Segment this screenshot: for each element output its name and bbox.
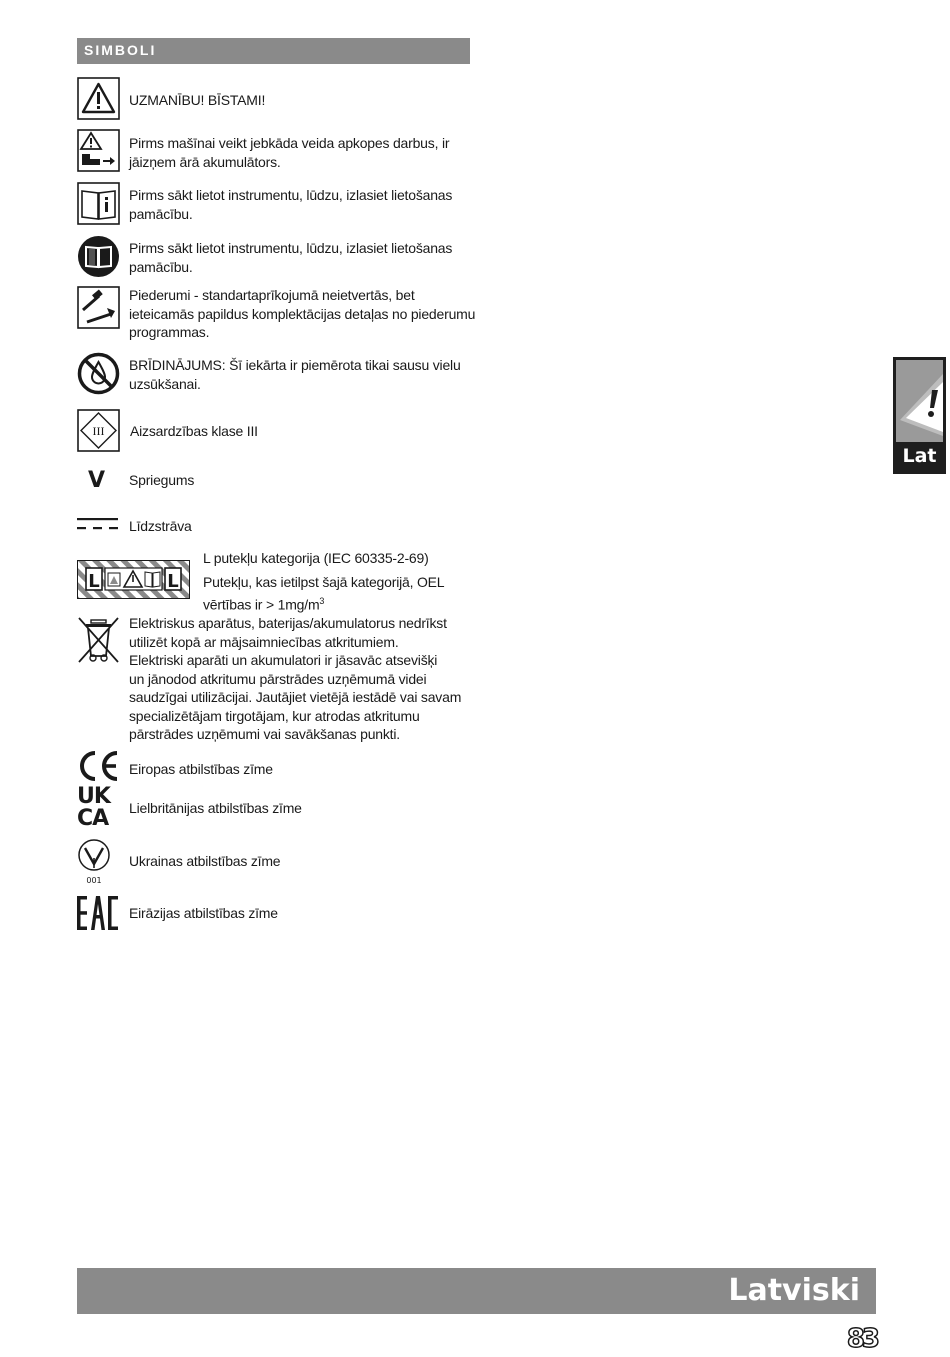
read-manual-round-icon: [77, 235, 120, 278]
symbol-text: Aizsardzības klase III: [130, 423, 258, 439]
weee-crossed-bin-icon: [77, 616, 120, 664]
warning-triangle-icon: [77, 77, 120, 120]
accessories-icon: [77, 286, 120, 329]
symbol-text: Pirms sākt lietot instrumentu, lūdzu, izlasiet lietošanas pamācību.: [129, 187, 453, 222]
no-wet-vacuum-icon: [77, 352, 120, 395]
superscript-3: 3: [319, 595, 325, 606]
warning-exclamation-icon: [896, 360, 943, 442]
direct-current-icon: [77, 517, 119, 531]
svg-text:III: III: [92, 424, 105, 438]
symbol-text: Eirāzijas atbilstības zīme: [129, 905, 278, 921]
symbol-text: Elektriskus aparātus, baterijas/akumulatorus nedrīkst utilizēt kopā ar mājsaimniecības atkritumiem. Elektriski aparāti un akumulatori ir jāsavāc atsevišķi un jānodod atkritumu pārstrādes uzņēmumā videi saudzīgai utilizācijai. Jautājiet vietējā iestādē vai savam specializētājam tirgotājam, kur atrodas atkritumu pārstrādes uzņēmumi vai savākšanas punkti.: [129, 615, 462, 742]
ukca-top: UK: [77, 784, 110, 809]
ukraine-mark-icon: [77, 838, 113, 886]
symbol-text: Piederumi - standartaprīkojumā neietvertās, bet ieteicamās papildus komplektācijas detaļas no piederumu programmas.: [129, 287, 476, 340]
symbol-text: L putekļu kategorija (IEC 60335-2-69): [203, 550, 429, 566]
symbol-text: Ukrainas atbilstības zīme: [129, 853, 281, 869]
symbol-text: Spriegums: [129, 472, 195, 488]
symbol-text: Pirms mašīnai veikt jebkāda veida apkopes darbus, ir jāizņem ārā akumulātors.: [129, 135, 450, 170]
dust-class-l-icon: [77, 560, 190, 599]
symbol-text: Pirms sākt lietot instrumentu, lūdzu, izlasiet lietošanas pamācību.: [129, 240, 453, 275]
oel-text: Putekļu, kas ietilpst šajā kategorijā, OEL vērtības ir > 1mg/m: [203, 574, 445, 613]
ce-mark-icon: [77, 750, 120, 782]
page-number: 83: [846, 1324, 877, 1354]
ukca-mark-icon: [77, 786, 121, 830]
footer-language: Latviski: [728, 1273, 860, 1308]
remove-battery-icon: [77, 129, 120, 172]
section-title: SIMBOLI: [77, 38, 470, 64]
protection-class-iii-icon: [77, 409, 120, 452]
symbol-text: UZMANĪBU! BĪSTAMI!: [129, 92, 266, 108]
svg-text:001: 001: [86, 876, 102, 885]
voltage-icon: V: [88, 468, 106, 493]
language-tab-label: Lat: [902, 445, 937, 467]
svg-text:L: L: [88, 571, 100, 592]
svg-text:L: L: [167, 571, 179, 592]
symbol-text-secondary: [203, 573, 444, 614]
symbol-text: Eiropas atbilstības zīme: [129, 761, 273, 777]
footer-bar: [77, 1268, 876, 1314]
read-manual-icon: [77, 182, 120, 225]
symbol-text: BRĪDINĀJUMS: Šī iekārta ir piemērota tikai sausu vielu uzsūkšanai.: [129, 357, 461, 392]
symbol-text: Lielbritānijas atbilstības zīme: [129, 800, 302, 816]
eac-mark-icon: [77, 896, 119, 930]
language-tab: [893, 357, 946, 474]
ukca-bottom: CA: [77, 806, 109, 831]
symbol-text: Līdzstrāva: [129, 518, 192, 534]
